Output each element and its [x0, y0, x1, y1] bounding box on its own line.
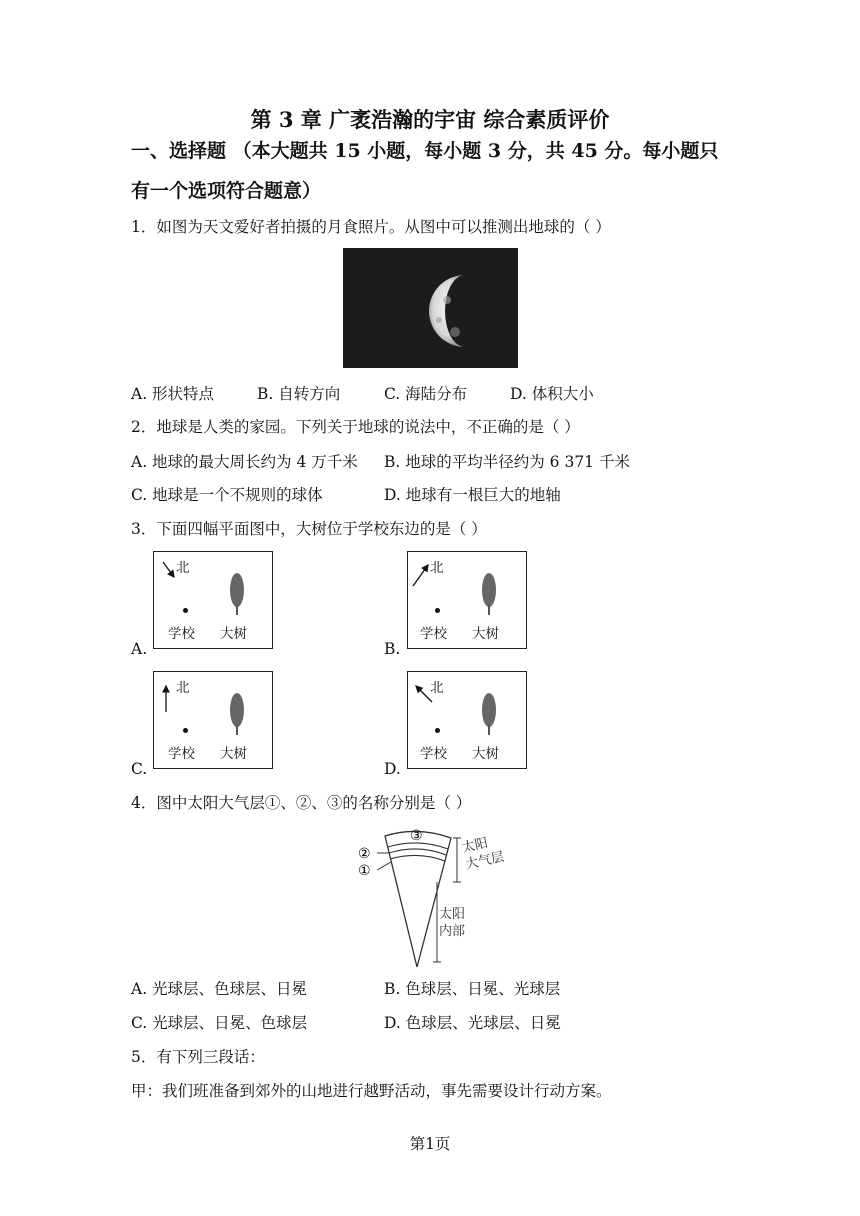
q1-option-c: C. 海陆分布 [384, 385, 468, 403]
atmosphere-label-1: 太阳 [460, 835, 490, 856]
q3-map-c [153, 671, 273, 769]
school-dot [183, 608, 188, 613]
q1-option-a: A. 形状特点 [131, 385, 215, 403]
school-dot [435, 608, 440, 613]
north-label: 北 [176, 560, 190, 576]
q5-stem: 5．有下列三段话： [131, 1048, 265, 1066]
school-label: 学校 [420, 626, 447, 642]
q2-option-c: C. 地球是一个不规则的球体 [131, 486, 323, 504]
q5-line-1: 甲：我们班准备到郊外的山地进行越野活动，事先需要设计行动方案。 [131, 1082, 612, 1100]
school-label: 学校 [168, 626, 195, 642]
q4-option-d: D. 色球层、光球层、日冕 [384, 1014, 561, 1032]
q4-stem: 4．图中太阳大气层①、②、③的名称分别是（ ） [131, 794, 472, 812]
tree-label: 大树 [472, 746, 499, 762]
tree-label: 大树 [220, 626, 247, 642]
section-heading-line2: 有一个选项符合题意） [131, 180, 322, 202]
solar-atmosphere-diagram [355, 822, 515, 970]
q2-option-a: A. 地球的最大周长约为 4 万千米 [131, 453, 358, 471]
section-heading-line1: 一、选择题 （本大题共 15 小题，每小题 3 分，共 45 分。每小题只 [131, 140, 719, 162]
tree-label: 大树 [220, 746, 247, 762]
lunar-eclipse-photo [343, 248, 518, 368]
q3-option-a-label: A. [131, 640, 148, 658]
q3-map-d [407, 671, 527, 769]
q1-stem: 1．如图为天文爱好者拍摄的月食照片。从图中可以推测出地球的（ ） [131, 218, 611, 236]
school-dot [183, 728, 188, 733]
q1-option-d: D. 体积大小 [510, 385, 594, 403]
layer-1-label: ① [358, 863, 371, 879]
tree-icon [228, 572, 246, 616]
q4-option-b: B. 色球层、日冕、光球层 [384, 980, 561, 998]
q2-option-b: B. 地球的平均半径约为 6 371 千米 [384, 453, 630, 471]
q2-option-d: D. 地球有一根巨大的地轴 [384, 486, 561, 504]
north-label: 北 [430, 680, 444, 696]
q3-option-c-label: C. [131, 760, 148, 778]
tree-icon [480, 692, 498, 736]
north-label: 北 [176, 680, 190, 696]
q3-map-b [407, 551, 527, 649]
tree-label: 大树 [472, 626, 499, 642]
q3-stem: 3．下面四幅平面图中，大树位于学校东边的是（ ） [131, 520, 487, 538]
layer-3-label: ③ [410, 828, 423, 844]
tree-icon [228, 692, 246, 736]
q4-option-a: A. 光球层、色球层、日冕 [131, 980, 308, 998]
school-label: 学校 [420, 746, 447, 762]
school-dot [435, 728, 440, 733]
q3-option-d-label: D. [384, 760, 401, 778]
q2-stem: 2．地球是人类的家园。下列关于地球的说法中，不正确的是（ ） [131, 418, 580, 436]
q4-option-c: C. 光球层、日冕、色球层 [131, 1014, 308, 1032]
tree-icon [480, 572, 498, 616]
q3-map-a [153, 551, 273, 649]
school-label: 学校 [168, 746, 195, 762]
layer-2-label: ② [358, 846, 371, 862]
interior-label-1: 太阳 [439, 907, 466, 922]
page-number: 第1页 [409, 1135, 451, 1153]
north-label: 北 [430, 560, 444, 576]
page-title: 第 3 章 广袤浩瀚的宇宙 综合素质评价 [250, 107, 610, 132]
interior-label-2: 内部 [439, 924, 466, 939]
q1-option-b: B. 自转方向 [257, 385, 341, 403]
atmosphere-label-2: 大气层 [464, 849, 506, 873]
q3-option-b-label: B. [384, 640, 401, 658]
